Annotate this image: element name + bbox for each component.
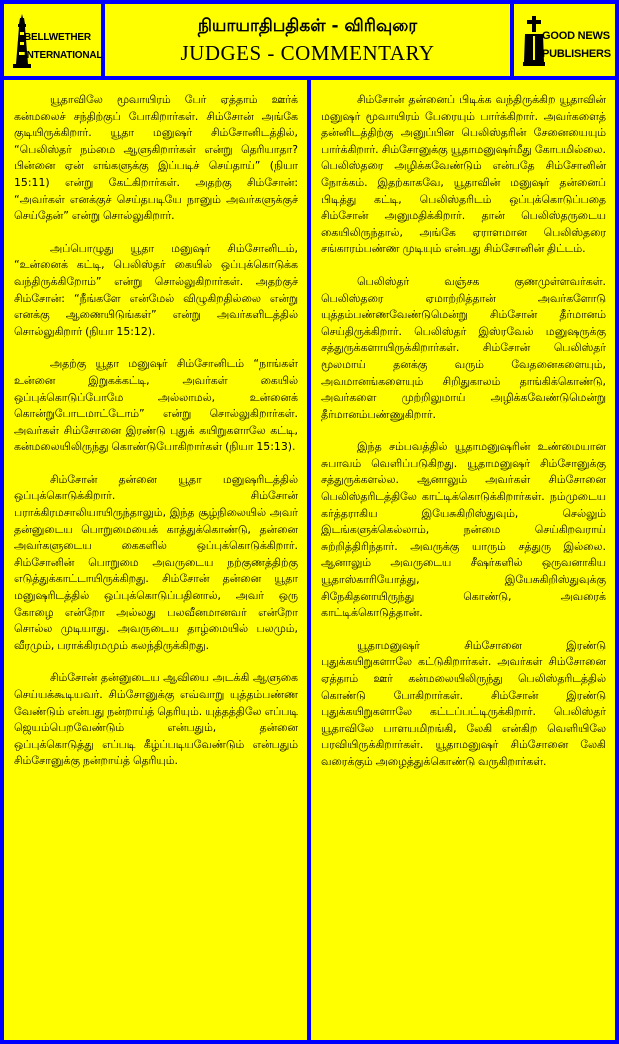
- paragraph: யூதாவிலே மூவாயிரம் பேர் ஏத்தாம் ஊர்க் கன்மலைச் சந்திற்குப் போகிறார்கள். சிம்சோன் அங்கே குடியிருக்கிறார். யூதா மனுஷர் சிம்சோனிடத்தில், “பெலிஸ்தர் நம்மை ஆளுகிறார்கள் என்று தெரியாதா? பின்னை ஏன் எங்களுக்கு இப்படிச் செய்தாய்” (நியா 15:11) என்று கேட்கிறார்கள். அதற்கு சிம்சோன்: “அவர்கள் எனக்குச் செய்தபடியே நானும் அவர்களுக்குச் செய்தேன்” என்று சொல்லுகிறார்.: [14, 93, 298, 223]
- title-tamil: நியாயாதிபதிகள் - விரிவுரை: [197, 16, 418, 36]
- right-column: [311, 80, 615, 1040]
- bellwether-line2: INTERNATIONAL: [24, 50, 103, 61]
- paragraph: சிம்சோன் தன்னுடைய ஆவியை அடக்கி ஆளுகை செய்யக்கூடியவர். சிம்சோனுக்கு எவ்வாறு யுத்தம்பண்ண வேண்டும் என்பது நன்றாய்த் தெரியும். யுத்தத்திலே எப்படி ஜெயம்பெறவேண்டும் என்பதும், தன்னை ஒப்புக்கொடுத்து எப்படி கீழ்ப்படியவேண்டும் என்பதும் சிம்சோனுக்கு நன்றாய்த் தெரியும்.: [14, 671, 298, 768]
- paragraph: பெலிஸ்தர் வஞ்சக குணமுள்ளவர்கள். பெலிஸ்தரை ஏமாற்றித்தான் அவர்களோடு யுத்தம்பண்ணவேண்டுமென்று சிம்சோன் தீர்மானம் செய்திருக்கிறார். பெலிஸ்தர் இஸ்ரவேல் மனுஷருக்கு சத்துருக்களாயிருக்கிறார்கள். சிம்சோன் பெலிஸ்தர் மூலமாய் தனக்கு வரும் வேதனைகளையும், அவமானங்களையும் சிறிதுகாலம் தாங்கிக்கொண்டு, அவர்களை முற்றிலுமாய் அழிக்கவேண்டுமென்று தீர்மானம்பண்ணுகிறார்.: [321, 274, 606, 421]
- paragraph: அப்பொழுது யூதா மனுஷர் சிம்சோனிடம், “உன்னைக் கட்டி, பெலிஸ்தர் கையில் ஒப்புக்கொடுக்க வந்திருக்கிறோம்” என்று சொல்லுகிறார்கள். அதற்குச் சிம்சோன்: “நீங்களே என்மேல் விழுகிறதில்லை என்று எனக்கு ஆணையிடுங்கள்” என்று அவர்களிடத்தில் சொல்லுகிறார் (நியா 15:12).: [14, 241, 298, 338]
- bellwether-logo: [4, 4, 101, 76]
- good-news-line1: GOOD NEWS: [542, 30, 610, 42]
- left-column: [4, 80, 307, 1040]
- bellwether-line1: BELLWETHER: [24, 32, 91, 43]
- paragraph: சிம்சோன் தன்னைப் பிடிக்க வந்திருக்கிற யூதாவின் மனுஷர் மூவாயிரம் பேரையும் பார்க்கிறார். அவர்களைத் தன்னிடத்திற்கு அனுப்பின பெலிஸ்தரின் சேனையையும் பார்க்கிறார். சிம்சோனுக்கு யூதாமனுஷர்மீது கோபமில்லை. பெலிஸ்தரை அழிக்கவேண்டும் என்பதே சிம்சோனின் நோக்கம். இதற்காகவே, யூதாவின் மனுஷர் தன்னைப் பிடித்து கட்டி, பெலிஸ்தரிடம் ஒப்புக்கொடுப்பதை சிம்சோன் அனுமதிக்கிறார். தான் பெலிஸ்தருடைய கையிலிருந்தால், அங்கே ஏராளமான பெலிஸ்தரை சங்காரம்பண்ண முடியும் என்பது சிம்சோனின் திட்டம்.: [321, 93, 606, 256]
- title-english: JUDGES - COMMENTARY: [180, 41, 435, 65]
- paragraph: சிம்சோன் தன்னை யூதா மனுஷரிடத்தில் ஒப்புக்கொடுக்கிறார். சிம்சோன் பராக்கிரமசாலியாயிருந்தாலும், இந்த சூழ்நிலையில் அவர் தன்னுடைய பொறுமையைக் காத்துக்கொண்டு, தன்னை அவர்களுடைய கைகளில் ஒப்புக்கொடுக்கிறார். சிம்சோனின் பொறுமை அவருடைய நற்குணத்திற்கு எடுத்துக்காட்டாயிருக்கிறது. சிம்சோன் தன்னை யூதா மனுஷரிடத்தில் ஒப்புக்கொடுப்பதினால், அவர் ஒரு கோழை என்றோ அல்லது பலவீனமானவர் என்றோ சொல்ல முடியாது. அவருடைய தாழ்மையில் பலமும், வீரமும், பராக்கிரமமும் கலந்திருக்கிறது.: [14, 472, 298, 652]
- paragraph: யூதாமனுஷர் சிம்சோனை இரண்டு புதுக்கயிறுகளாலே கட்டுகிறார்கள். அவர்கள் சிம்சோனை ஏத்தாம் ஊர் கன்மலையிலிருந்து பெலிஸ்தரிடத்தில் கொண்டு போகிறார்கள். சிம்சோன் இரண்டு புதுக்கயிறுகளாலே கட்டப்பட்டிருக்கிறார். பெலிஸ்தர் யூதாவிலே பாளயமிறங்கி, லேகி என்கிற வெளியிலே பரவியிருக்கிறார்கள். யூதாமனுஷர் சிம்சோனை லேகி வரைக்கும் அழைத்துக்கொண்டு வருகிறார்கள்.: [321, 638, 606, 768]
- paragraph: இந்த சம்பவத்தில் யூதாமனுஷரின் உண்மையான சுபாவம் வெளிப்படுகிறது. யூதாமனுஷர் சிம்சோனுக்கு சத்துருக்களல்ல. ஆனாலும் அவர்கள் சிம்சோனை பெலிஸ்தரிடத்திலே காட்டிக்கொடுக்கிறார்கள். நம்முடைய கர்த்தராகிய இயேசுகிறிஸ்துவும், செல்லும் இடங்களுக்கெல்லாம், நன்மை செய்கிறவராய் சுற்றித்திரிந்தார். அவருக்கு யாரும் சத்துரு இல்லை. ஆனாலும் அவருடைய சீஷர்களில் ஒருவனாகிய யூதாஸ்காரியோத்து, இயேசுகிறிஸ்துவுக்கு சிநேகிதனாயிருந்து கொண்டு, அவரைக் காட்டிக்கொடுத்தான்.: [321, 440, 606, 620]
- paragraph: அதற்கு யூதா மனுஷர் சிம்சோனிடம் “நாங்கள் உன்னை இறுகக்கட்டி, அவர்கள் கையில் ஒப்புக்கொடுப்போமே அல்லாமல், உன்னைக் கொன்றுபோடமாட்டோம்” என்று சொல்லுகிறார்கள். அவர்கள் சிம்சோனை இரண்டு புதுக் கயிறுகளாலே கட்டி, கன்மலையிலிருந்து கொண்டுபோகிறார்கள் (நியா 15:13).: [14, 357, 298, 454]
- good-news-line2: PUBLISHERS: [542, 48, 611, 60]
- good-news-logo: [514, 4, 615, 76]
- header-title-box: [105, 4, 510, 76]
